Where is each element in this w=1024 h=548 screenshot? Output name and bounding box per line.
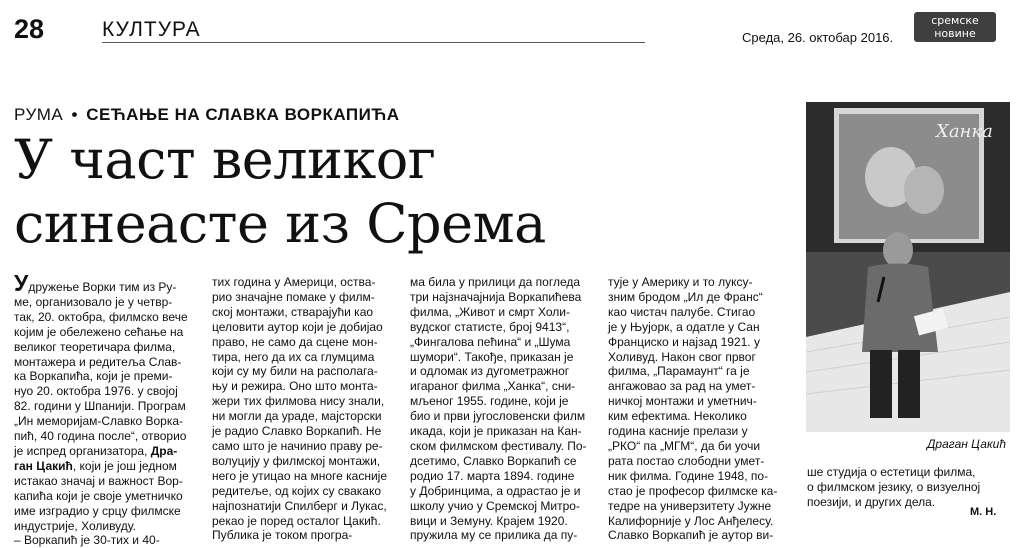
column-1-text-end: , који је још једном истакао значај и важност Вор- капића који је своје уметничко име изградио у срцу филмске индустрије, Холивуду. – Воркапић је 30-тих и 40- [14,458,183,548]
organizer-name: Дра- ган Цакић [14,443,178,473]
article-photo [806,102,1010,432]
kicker-place: РУМА [14,105,64,124]
newspaper-logo: сремске новине [914,12,996,42]
headline-line-1: У част великог [14,128,436,191]
column-1-text: дружење Ворки тим из Ру- ме, организовало је у четвр- так, 20. октобра, филмско вече којим је обележено сећање на великог теоретичара филма, монтажера и редитеља Слав- ка Воркапића, који је преми- нуо 20. октобра 1976. у својој 82. години у Шпанији. Програм „Ин меморијам-Славко Ворка- пић, 40 година после“, отворио је испред организатора, [14,280,188,458]
article-column-5: ше студија о естетици филма, о филмском језику, о визуелној поезији, и других дела. [807,465,981,509]
article-column-4: тује у Америку и то луксу- зним бродом „Ил де Франс“ као чистач палубе. Стигао је у Њујорк, а одатле у Сан Франциско и најзад 1921. у Холивуд. Након свог првог филма, „Парамаунт“ га је ангажовао за рад на умет- ничкој монтажи и уметнич- ким ефектима. Неколико година касније прелази у „РКО“ па „МГМ“, да би уочи рата постао слободни умет- ник филма. Године 1948, по- стао је професор филмске ка- тедре на универзитету Јужне Калифорније у Лос Анђелесу. Славко Воркапић је аутор ви- [608,275,778,543]
kicker-separator: • [71,105,78,124]
article-column-1 [14,270,202,548]
article-column-2: тих година у Америци, оства- рио значајне помаке у филм- ској монтажи, стварајући као целовити аутор који је добијао право, не само да сцене мон- тира, него да их са глумцима који су му били на располага- њу и режира. Оно што монта- жери тих филмова нису знали, ни могли да ураде, мајсторски је радио Славко Воркапић. Не само што је начинио праву ре- волуцију у филмској монтажи, него је утицао на многе касније редитеље, од којих су свакако најпознатији Спилберг и Лукас, рекао је поред осталог Цакић. Публика је током програ- [212,275,388,543]
kicker-topic: СЕЋАЊЕ НА СЛАВКА ВОРКАПИЋА [86,105,400,124]
article-kicker [14,105,400,125]
drop-cap: У [14,270,29,296]
photo-caption: Драган Цакић [926,437,1006,451]
issue-date: Среда, 26. октобар 2016. [742,30,894,45]
photo-illustration [806,102,1010,432]
author-signature: М. Н. [970,506,997,518]
header-divider [102,42,645,43]
article-column-3: ма била у прилици да погледа три најзначајнија Воркапићева филма, „Живот и смрт Холи- вудског статисте, број 9413“, „Фингалова пећина“ и „Шума шумори“. Такође, приказан је и одломак из дугометражног игараног филма „Ханка“, сни- мљеног 1955. године, који је био и први југословенски филм икада, који је приказан на Кан- ском филмском фестивалу. По- дсетимо, Славко Воркапић се родио 17. марта 1894. године у Добринцима, а одрастао је и школу учио у Сремској Митро- вици и Земуну. Крајем 1920. пружила му се прилика да пу- [410,275,587,543]
poster-title: Ханка [936,121,993,142]
headline [14,128,546,256]
headline-line-2: синеасте из Срема [14,192,546,255]
page-number: 28 [14,14,45,44]
section-title: КУЛТУРА [102,18,201,41]
